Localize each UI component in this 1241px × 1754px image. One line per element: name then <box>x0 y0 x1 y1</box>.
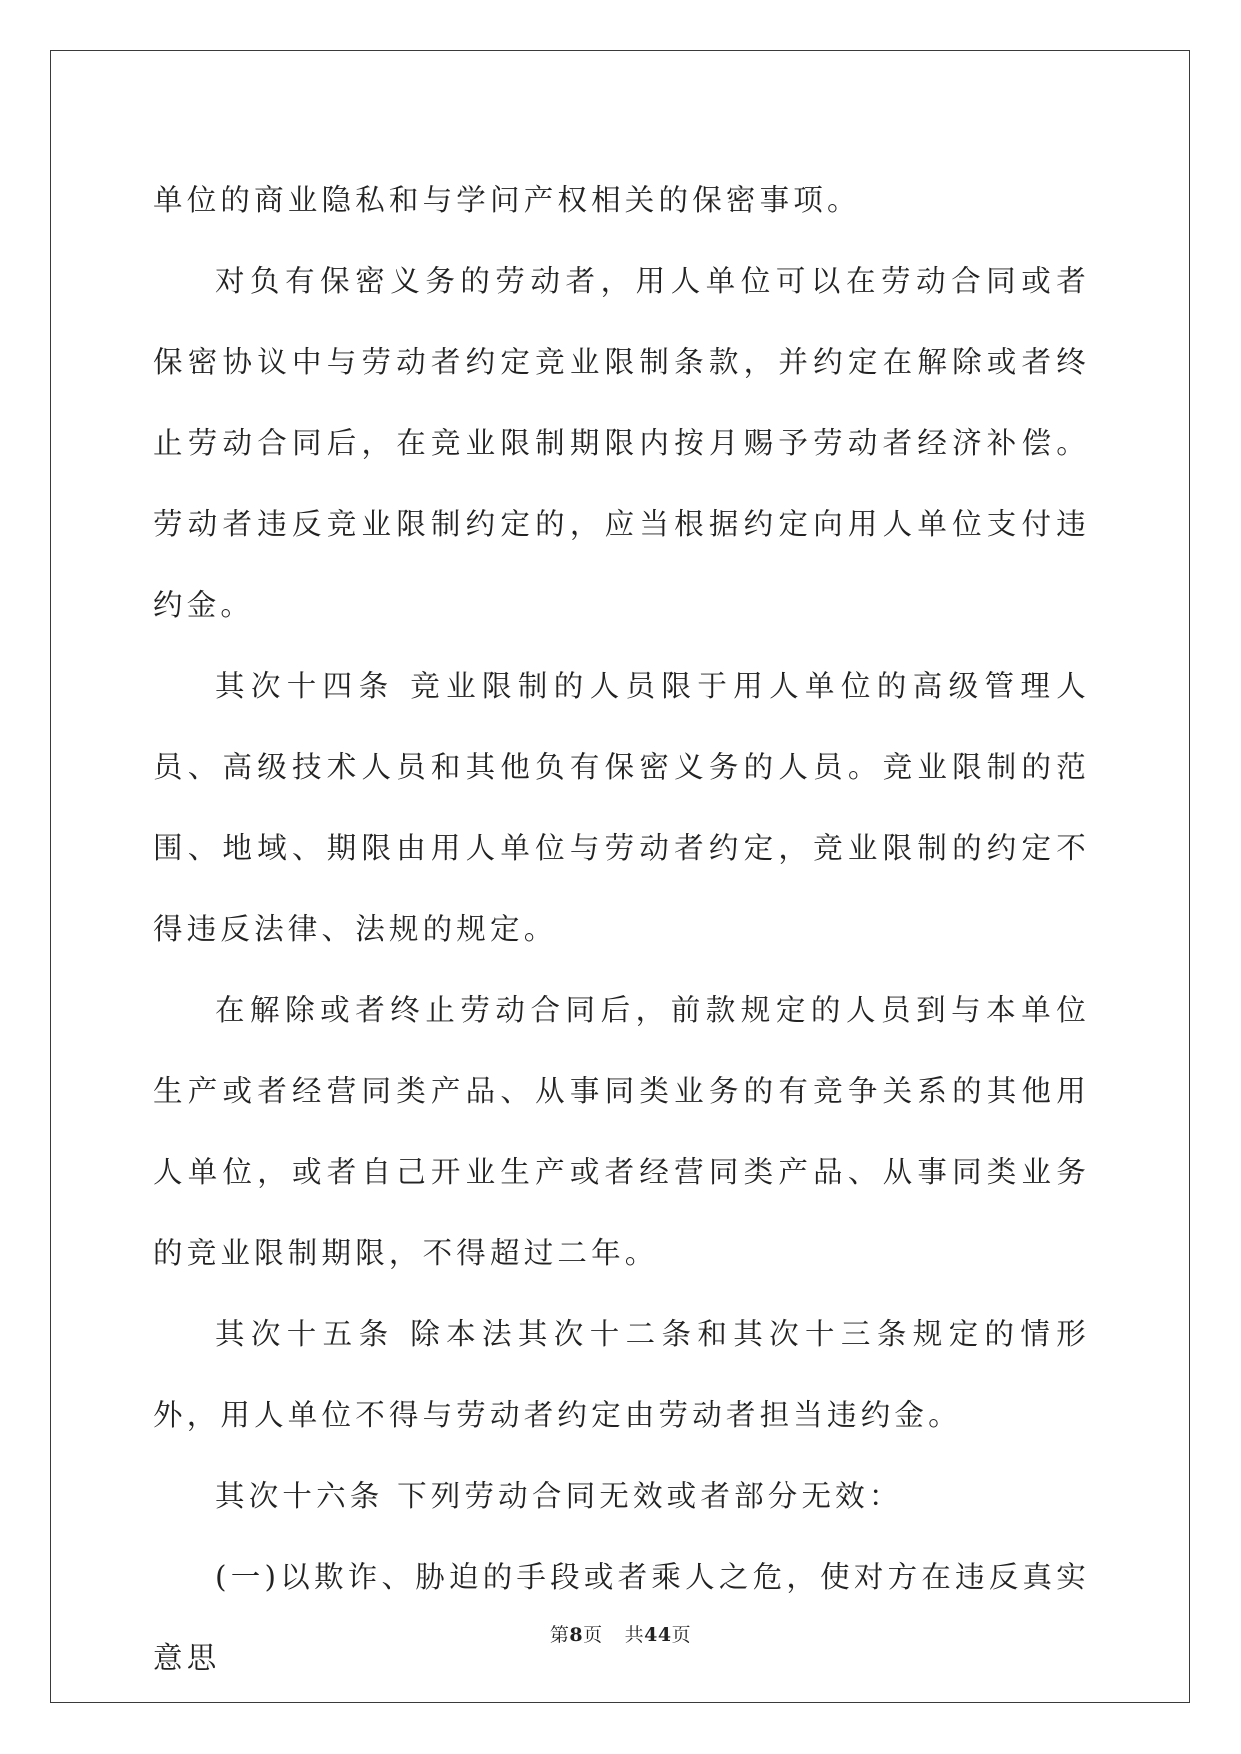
paragraph-7: (一)以欺诈、胁迫的手段或者乘人之危，使对方在违反真实意思 <box>153 1560 1090 1675</box>
paragraph-1: 单位的商业隐私和与学问产权相关的保密事项。 <box>153 183 861 217</box>
paragraph-4: 在解除或者终止劳动合同后，前款规定的人员到与本单位生产或者经营同类产品、从事同类业务的有竞争关系的其他用人单位，或者自己开业生产或者经营同类产品、从事同类业务的竞业限制期限，不得超过二年。 <box>153 993 1090 1270</box>
page-prefix: 第 <box>549 1624 570 1646</box>
page-suffix: 页 <box>583 1624 603 1646</box>
paragraph-3: 其次十四条 竞业限制的人员限于用人单位的高级管理人员、高级技术人员和其他负有保密义务的人员。竞业限制的范围、地域、期限由用人单位与劳动者约定，竞业限制的约定不得违反法律、法规的规定。 <box>153 669 1090 946</box>
paragraph-5: 其次十五条 除本法其次十二条和其次十三条规定的情形外，用人单位不得与劳动者约定由劳动者担当违约金。 <box>153 1317 1090 1432</box>
document-body <box>153 160 1090 1699</box>
page-number: 8 <box>569 1624 584 1646</box>
total-prefix: 共 <box>624 1624 645 1646</box>
total-pages: 44 <box>644 1624 672 1646</box>
paragraph-2: 对负有保密义务的劳动者，用人单位可以在劳动合同或者保密协议中与劳动者约定竞业限制条款，并约定在解除或者终止劳动合同后，在竞业限制期限内按月赐予劳动者经济补偿。劳动者违反竞业限制约定的，应当根据约定向用人单位支付违约金。 <box>153 264 1090 622</box>
page-footer <box>0 1620 1241 1647</box>
total-suffix: 页 <box>671 1624 692 1646</box>
paragraph-6: 其次十六条 下列劳动合同无效或者部分无效： <box>215 1479 903 1513</box>
